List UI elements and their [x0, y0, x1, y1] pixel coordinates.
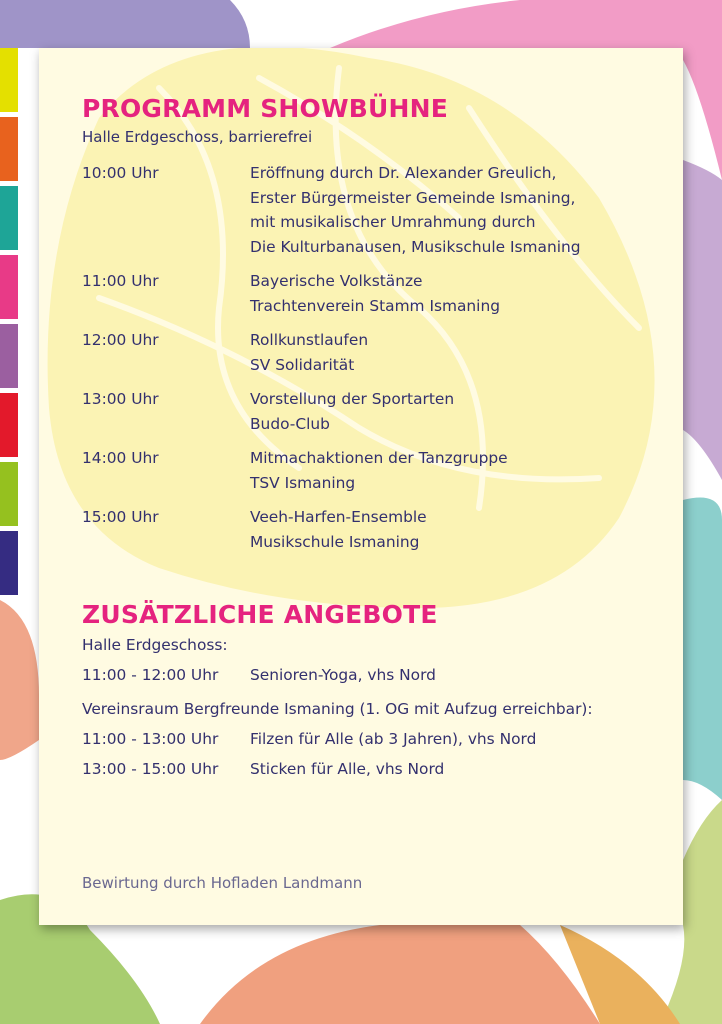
program-description [250, 446, 662, 495]
description-line: Bayerische Volkstänze [250, 272, 423, 290]
program-row [82, 328, 662, 377]
color-tabs [0, 48, 18, 600]
description-line: Trachtenverein Stamm Ismaning [250, 296, 500, 315]
description-line: Rollkunstlaufen [250, 331, 369, 349]
color-tab [0, 186, 18, 250]
extras-text: Senioren-Yoga, vhs Nord [250, 666, 436, 684]
program-time: 10:00 Uhr [82, 164, 159, 182]
program-title: PROGRAMM SHOWBÜHNE [82, 94, 449, 123]
program-time: 15:00 Uhr [82, 508, 159, 526]
description-line: Die Kulturbanausen, Musikschule Ismaning [250, 237, 581, 256]
program-description [250, 328, 662, 377]
color-tab [0, 393, 18, 457]
program-time: 14:00 Uhr [82, 449, 159, 467]
extras-row [82, 727, 662, 751]
program-description [250, 161, 662, 259]
description-line: Musikschule Ismaning [250, 532, 420, 551]
color-tab [0, 117, 18, 181]
program-row [82, 446, 662, 495]
color-tab [0, 255, 18, 319]
extras-time: 11:00 - 12:00 Uhr [82, 666, 219, 684]
color-tab [0, 462, 18, 526]
program-description [250, 387, 662, 436]
footer-note: Bewirtung durch Hofladen Landmann [82, 874, 363, 892]
program-description [250, 269, 662, 318]
program-subtitle: Halle Erdgeschoss, barrierefrei [82, 128, 313, 146]
program-row [82, 387, 662, 436]
color-tab [0, 531, 18, 595]
extras-location: Halle Erdgeschoss: [82, 636, 228, 654]
description-line: Budo-Club [250, 414, 330, 433]
description-line: TSV Ismaning [250, 473, 356, 492]
program-description [250, 505, 662, 554]
program-card [39, 48, 683, 925]
extras-location: Vereinsraum Bergfreunde Ismaning (1. OG mit Aufzug erreichbar): [82, 700, 593, 718]
color-tab [0, 324, 18, 388]
description-line: Mitmachaktionen der Tanzgruppe [250, 449, 508, 467]
description-line: Erster Bürgermeister Gemeinde Ismaning, [250, 188, 576, 207]
program-list [82, 161, 662, 554]
extras-row [82, 663, 662, 687]
extras-title: ZUSÄTZLICHE ANGEBOTE [82, 600, 438, 629]
color-tab [0, 48, 18, 112]
content [82, 92, 662, 781]
program-row [82, 269, 662, 318]
description-line: Eröffnung durch Dr. Alexander Greulich, [250, 164, 557, 182]
program-time: 13:00 Uhr [82, 390, 159, 408]
program-row [82, 505, 662, 554]
program-time: 11:00 Uhr [82, 272, 159, 290]
description-line: Vorstellung der Sportarten [250, 390, 455, 408]
program-row [82, 161, 662, 259]
extras-row [82, 757, 662, 781]
extras-time: 11:00 - 13:00 Uhr [82, 730, 219, 748]
extras-text: Filzen für Alle (ab 3 Jahren), vhs Nord [250, 730, 537, 748]
description-line: SV Solidarität [250, 355, 355, 374]
extras-text: Sticken für Alle, vhs Nord [250, 760, 445, 778]
program-time: 12:00 Uhr [82, 331, 159, 349]
extras-time: 13:00 - 15:00 Uhr [82, 760, 219, 778]
description-line: mit musikalischer Umrahmung durch [250, 213, 536, 231]
description-line: Veeh-Harfen-Ensemble [250, 508, 427, 526]
